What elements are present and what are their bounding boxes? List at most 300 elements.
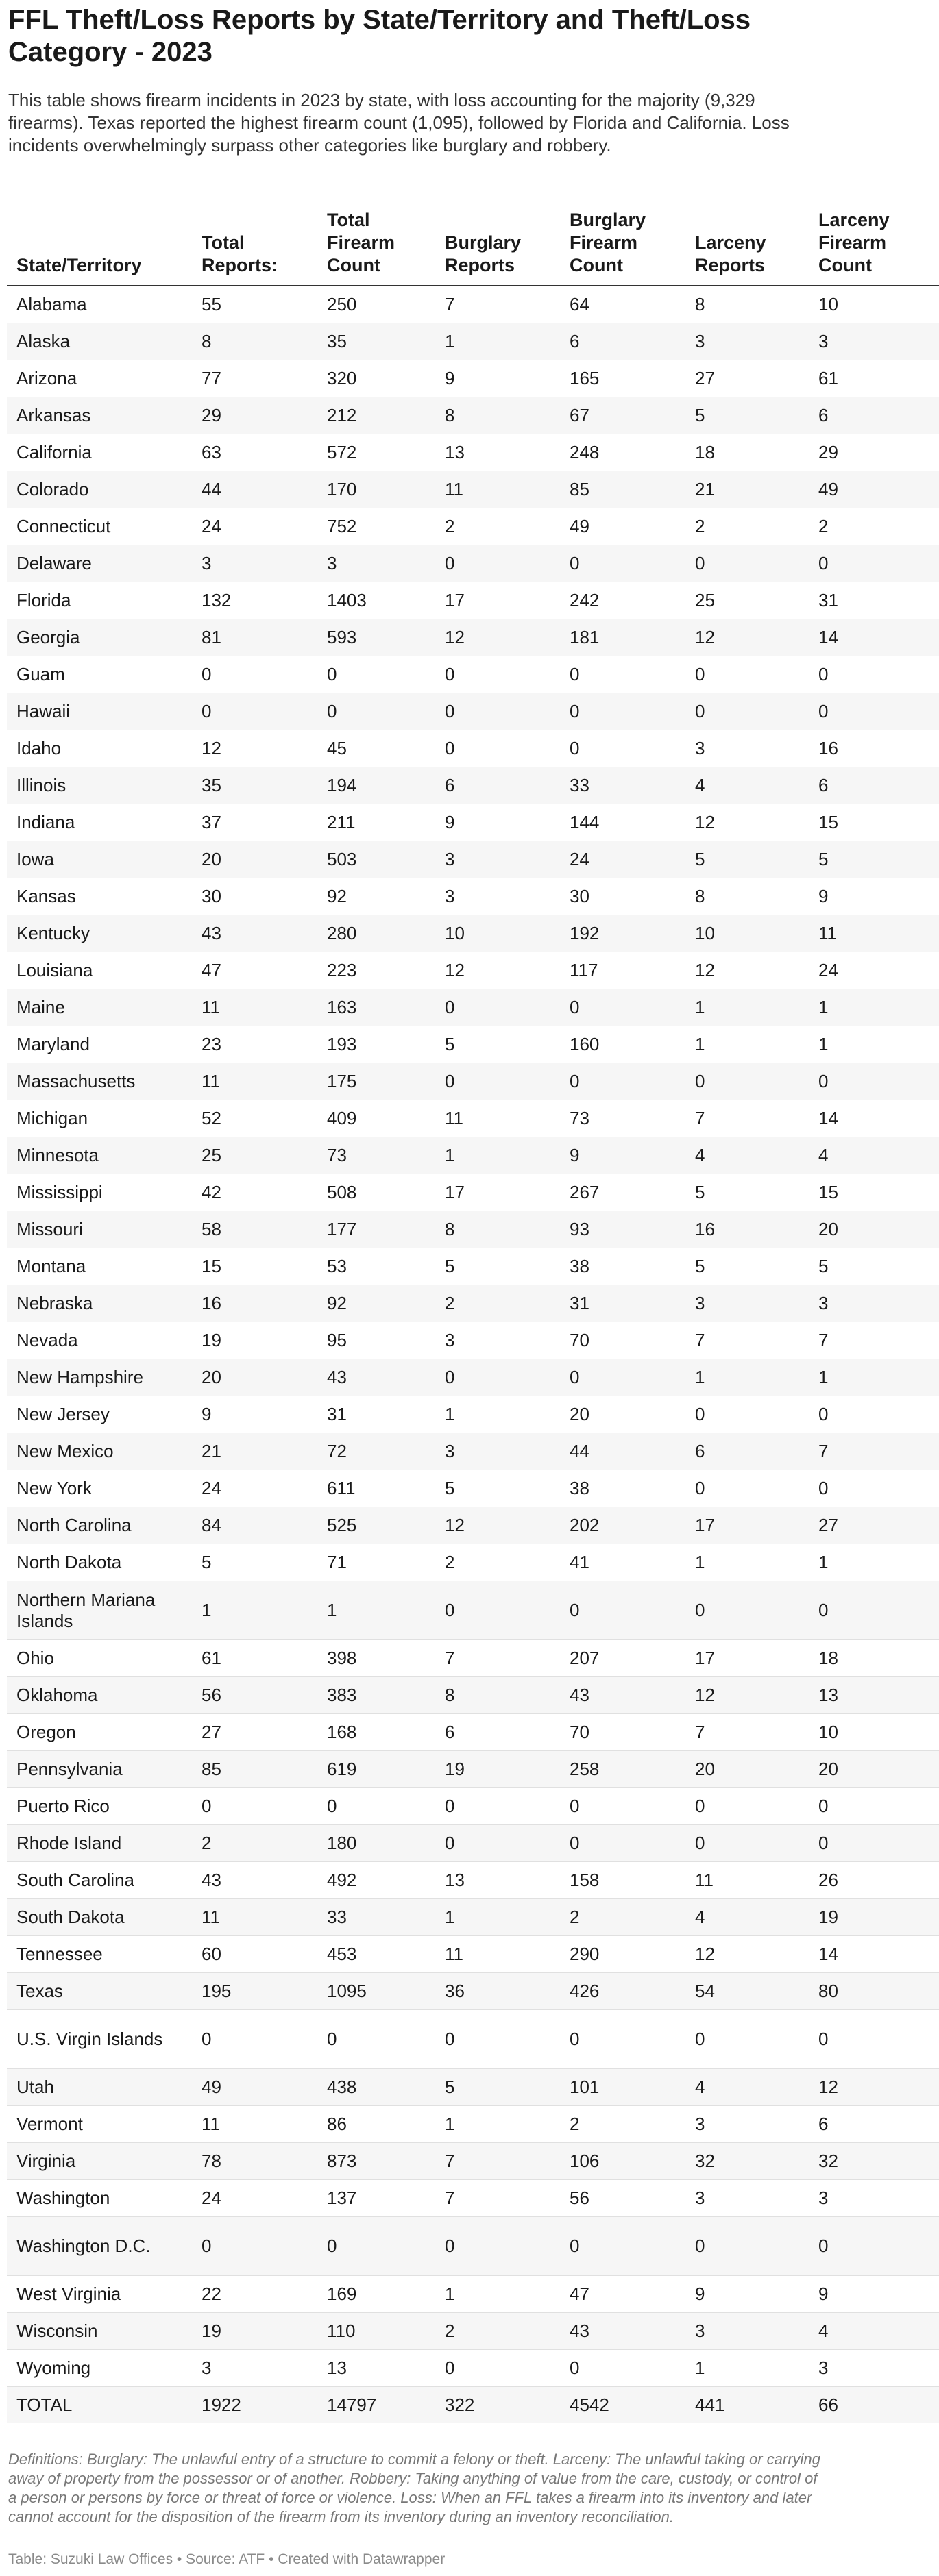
value-cell: 24 [560, 841, 685, 878]
state-cell: New Mexico [7, 1433, 192, 1470]
table-row [7, 1899, 939, 1936]
value-cell: 3 [809, 2180, 939, 2217]
value-cell: 20 [809, 1211, 939, 1248]
value-cell: 17 [685, 1640, 809, 1677]
value-cell: 194 [317, 767, 435, 804]
value-cell: 0 [192, 2217, 317, 2276]
value-cell: 49 [560, 508, 685, 545]
value-cell: 503 [317, 841, 435, 878]
value-cell: 6 [435, 1714, 560, 1751]
value-cell: 280 [317, 915, 435, 952]
value-cell: 45 [317, 730, 435, 767]
value-cell: 17 [685, 1507, 809, 1544]
table-row [7, 471, 939, 508]
value-cell: 1 [809, 1026, 939, 1063]
value-cell: 5 [435, 1248, 560, 1285]
value-cell: 49 [809, 471, 939, 508]
value-cell: 32 [809, 2143, 939, 2180]
value-cell: 77 [192, 360, 317, 397]
value-cell: 4 [809, 2313, 939, 2350]
value-cell: 43 [192, 1862, 317, 1899]
value-cell: 33 [317, 1899, 435, 1936]
state-cell: Northern Mariana Islands [7, 1581, 192, 1640]
value-cell: 1 [685, 1359, 809, 1396]
value-cell: 4 [685, 1137, 809, 1174]
value-cell: 525 [317, 1507, 435, 1544]
state-cell: Nebraska [7, 1285, 192, 1322]
state-cell: Arkansas [7, 397, 192, 434]
value-cell: 12 [435, 1507, 560, 1544]
value-cell: 158 [560, 1862, 685, 1899]
value-cell: 7 [435, 286, 560, 323]
value-cell: 8 [435, 397, 560, 434]
value-cell: 453 [317, 1936, 435, 1973]
value-cell: 177 [317, 1211, 435, 1248]
value-cell: 9 [192, 1396, 317, 1433]
value-cell: 3 [809, 2350, 939, 2387]
value-cell: 24 [192, 1470, 317, 1507]
value-cell: 37 [192, 804, 317, 841]
value-cell: 117 [560, 952, 685, 989]
table-row [7, 1581, 939, 1640]
value-cell: 44 [560, 1433, 685, 1470]
table-viewport[interactable] [0, 186, 890, 2432]
table-row [7, 1100, 939, 1137]
value-cell: 4 [685, 767, 809, 804]
value-cell: 0 [435, 1825, 560, 1862]
value-cell: 67 [560, 397, 685, 434]
value-cell: 13 [317, 2350, 435, 2387]
value-cell: 0 [685, 1063, 809, 1100]
value-cell: 211 [317, 804, 435, 841]
value-cell: 0 [809, 693, 939, 730]
value-cell: 27 [685, 360, 809, 397]
table-row [7, 2010, 939, 2069]
value-cell: 30 [560, 878, 685, 915]
state-cell: Oklahoma [7, 1677, 192, 1714]
table-row [7, 2069, 939, 2106]
column-header: Total Reports: [192, 186, 317, 286]
value-cell: 0 [435, 693, 560, 730]
value-cell: 0 [560, 2010, 685, 2069]
value-cell: 0 [560, 656, 685, 693]
value-cell: 3 [317, 545, 435, 582]
value-cell: 0 [685, 1825, 809, 1862]
value-cell: 38 [560, 1470, 685, 1507]
value-cell: 31 [317, 1396, 435, 1433]
table-row [7, 2106, 939, 2143]
value-cell: 11 [192, 1899, 317, 1936]
value-cell: 165 [560, 360, 685, 397]
value-cell: 0 [435, 656, 560, 693]
state-cell: Kentucky [7, 915, 192, 952]
table-row [7, 1973, 939, 2010]
table-header-row [7, 186, 939, 286]
table-row [7, 1470, 939, 1507]
table-row [7, 582, 939, 619]
value-cell: 44 [192, 471, 317, 508]
table-row [7, 841, 939, 878]
value-cell: 53 [317, 1248, 435, 1285]
value-cell: 0 [809, 1470, 939, 1507]
table-row [7, 1359, 939, 1396]
value-cell: 0 [560, 989, 685, 1026]
value-cell: 0 [317, 693, 435, 730]
total-row [7, 2387, 939, 2424]
value-cell: 4 [685, 1899, 809, 1936]
value-cell: 86 [317, 2106, 435, 2143]
value-cell: 0 [685, 2217, 809, 2276]
value-cell: 0 [435, 730, 560, 767]
state-cell: Montana [7, 1248, 192, 1285]
column-header: Burglary Reports [435, 186, 560, 286]
value-cell: 95 [317, 1322, 435, 1359]
value-cell: 110 [317, 2313, 435, 2350]
state-cell: Missouri [7, 1211, 192, 1248]
value-cell: 441 [685, 2387, 809, 2424]
state-cell: U.S. Virgin Islands [7, 2010, 192, 2069]
value-cell: 60 [192, 1936, 317, 1973]
value-cell: 2 [435, 1544, 560, 1581]
state-cell: Minnesota [7, 1137, 192, 1174]
table-row [7, 1174, 939, 1211]
value-cell: 0 [809, 1581, 939, 1640]
column-header: Larceny Firearm Count [809, 186, 939, 286]
value-cell: 1 [435, 2276, 560, 2313]
table-row [7, 1285, 939, 1322]
state-cell: Hawaii [7, 693, 192, 730]
value-cell: 84 [192, 1507, 317, 1544]
value-cell: 5 [809, 841, 939, 878]
value-cell: 5 [435, 1470, 560, 1507]
table-row [7, 2313, 939, 2350]
state-cell: Mississippi [7, 1174, 192, 1211]
value-cell: 18 [685, 434, 809, 471]
value-cell: 3 [685, 1285, 809, 1322]
value-cell: 223 [317, 952, 435, 989]
value-cell: 12 [685, 1936, 809, 1973]
state-cell: Wyoming [7, 2350, 192, 2387]
state-cell: Indiana [7, 804, 192, 841]
value-cell: 85 [192, 1751, 317, 1788]
table-row [7, 952, 939, 989]
value-cell: 0 [685, 1581, 809, 1640]
value-cell: 508 [317, 1174, 435, 1211]
value-cell: 409 [317, 1100, 435, 1137]
value-cell: 0 [560, 1359, 685, 1396]
value-cell: 8 [685, 878, 809, 915]
value-cell: 12 [685, 619, 809, 656]
value-cell: 81 [192, 619, 317, 656]
value-cell: 132 [192, 582, 317, 619]
value-cell: 20 [192, 1359, 317, 1396]
value-cell: 0 [685, 656, 809, 693]
value-cell: 0 [560, 1063, 685, 1100]
value-cell: 27 [192, 1714, 317, 1751]
value-cell: 9 [435, 360, 560, 397]
table-row [7, 1507, 939, 1544]
table-row [7, 1825, 939, 1862]
state-cell: Maine [7, 989, 192, 1026]
table-row [7, 1322, 939, 1359]
value-cell: 0 [317, 2010, 435, 2069]
value-cell: 24 [192, 2180, 317, 2217]
state-cell: New York [7, 1470, 192, 1507]
value-cell: 0 [435, 1359, 560, 1396]
value-cell: 13 [435, 1862, 560, 1899]
value-cell: 0 [809, 656, 939, 693]
value-cell: 11 [435, 1936, 560, 1973]
state-cell: Iowa [7, 841, 192, 878]
value-cell: 0 [317, 2217, 435, 2276]
state-cell: Illinois [7, 767, 192, 804]
value-cell: 6 [809, 397, 939, 434]
value-cell: 7 [435, 2180, 560, 2217]
value-cell: 593 [317, 619, 435, 656]
value-cell: 0 [317, 656, 435, 693]
value-cell: 43 [560, 1677, 685, 1714]
table-row [7, 693, 939, 730]
value-cell: 47 [560, 2276, 685, 2313]
column-header: Total Firearm Count [317, 186, 435, 286]
value-cell: 26 [809, 1862, 939, 1899]
value-cell: 3 [192, 2350, 317, 2387]
state-cell: Michigan [7, 1100, 192, 1137]
value-cell: 43 [317, 1359, 435, 1396]
value-cell: 6 [685, 1433, 809, 1470]
value-cell: 202 [560, 1507, 685, 1544]
value-cell: 0 [685, 545, 809, 582]
state-cell: Alabama [7, 286, 192, 323]
value-cell: 73 [560, 1100, 685, 1137]
value-cell: 29 [809, 434, 939, 471]
table-row [7, 2180, 939, 2217]
value-cell: 0 [809, 2217, 939, 2276]
value-cell: 320 [317, 360, 435, 397]
value-cell: 207 [560, 1640, 685, 1677]
table-row [7, 915, 939, 952]
theft-loss-table [7, 186, 939, 2423]
value-cell: 611 [317, 1470, 435, 1507]
value-cell: 290 [560, 1936, 685, 1973]
state-cell: Virginia [7, 2143, 192, 2180]
value-cell: 9 [685, 2276, 809, 2313]
value-cell: 0 [560, 693, 685, 730]
value-cell: 1 [809, 989, 939, 1026]
state-cell: Georgia [7, 619, 192, 656]
value-cell: 3 [435, 878, 560, 915]
value-cell: 24 [809, 952, 939, 989]
table-row [7, 545, 939, 582]
value-cell: 438 [317, 2069, 435, 2106]
state-cell: Oregon [7, 1714, 192, 1751]
value-cell: 19 [192, 1322, 317, 1359]
value-cell: 0 [435, 1063, 560, 1100]
state-cell: South Dakota [7, 1899, 192, 1936]
value-cell: 3 [685, 2106, 809, 2143]
column-header: Larceny Reports [685, 186, 809, 286]
value-cell: 0 [560, 545, 685, 582]
value-cell: 6 [809, 2106, 939, 2143]
value-cell: 30 [192, 878, 317, 915]
value-cell: 1403 [317, 582, 435, 619]
value-cell: 6 [809, 767, 939, 804]
value-cell: 7 [685, 1100, 809, 1137]
table-row [7, 397, 939, 434]
value-cell: 43 [192, 915, 317, 952]
state-cell: Tennessee [7, 1936, 192, 1973]
value-cell: 16 [809, 730, 939, 767]
value-cell: 2 [435, 1285, 560, 1322]
table-row [7, 1751, 939, 1788]
value-cell: 5 [685, 841, 809, 878]
value-cell: 2 [435, 508, 560, 545]
state-cell: Wisconsin [7, 2313, 192, 2350]
table-row [7, 323, 939, 360]
value-cell: 175 [317, 1063, 435, 1100]
table-row [7, 1063, 939, 1100]
value-cell: 0 [560, 730, 685, 767]
value-cell: 92 [317, 1285, 435, 1322]
table-row [7, 1433, 939, 1470]
table-row [7, 989, 939, 1026]
value-cell: 0 [560, 1788, 685, 1825]
table-row [7, 434, 939, 471]
state-cell: Arizona [7, 360, 192, 397]
value-cell: 0 [560, 1825, 685, 1862]
value-cell: 23 [192, 1026, 317, 1063]
value-cell: 43 [560, 2313, 685, 2350]
value-cell: 92 [317, 878, 435, 915]
value-cell: 33 [560, 767, 685, 804]
value-cell: 32 [685, 2143, 809, 2180]
state-cell: Puerto Rico [7, 1788, 192, 1825]
table-row [7, 2350, 939, 2387]
value-cell: 3 [192, 545, 317, 582]
value-cell: 873 [317, 2143, 435, 2180]
value-cell: 248 [560, 434, 685, 471]
value-cell: 3 [435, 1322, 560, 1359]
state-cell: Kansas [7, 878, 192, 915]
value-cell: 49 [192, 2069, 317, 2106]
value-cell: 1 [435, 323, 560, 360]
value-cell: 61 [809, 360, 939, 397]
value-cell: 101 [560, 2069, 685, 2106]
value-cell: 1922 [192, 2387, 317, 2424]
table-row [7, 508, 939, 545]
table-row [7, 1936, 939, 1973]
value-cell: 258 [560, 1751, 685, 1788]
value-cell: 752 [317, 508, 435, 545]
value-cell: 11 [435, 1100, 560, 1137]
value-cell: 1 [685, 2350, 809, 2387]
value-cell: 11 [192, 989, 317, 1026]
value-cell: 3 [685, 323, 809, 360]
value-cell: 14 [809, 1936, 939, 1973]
value-cell: 1 [809, 1359, 939, 1396]
value-cell: 93 [560, 1211, 685, 1248]
value-cell: 5 [192, 1544, 317, 1581]
value-cell: 195 [192, 1973, 317, 2010]
value-cell: 4 [809, 1137, 939, 1174]
table-row [7, 878, 939, 915]
state-cell: Ohio [7, 1640, 192, 1677]
state-cell: Washington D.C. [7, 2217, 192, 2276]
value-cell: 7 [809, 1433, 939, 1470]
value-cell: 398 [317, 1640, 435, 1677]
value-cell: 193 [317, 1026, 435, 1063]
state-cell: West Virginia [7, 2276, 192, 2313]
value-cell: 0 [435, 989, 560, 1026]
value-cell: 383 [317, 1677, 435, 1714]
value-cell: 4 [685, 2069, 809, 2106]
value-cell: 7 [435, 2143, 560, 2180]
value-cell: 11 [192, 1063, 317, 1100]
value-cell: 41 [560, 1544, 685, 1581]
value-cell: 0 [192, 1788, 317, 1825]
table-row [7, 360, 939, 397]
value-cell: 54 [685, 1973, 809, 2010]
table-row [7, 1640, 939, 1677]
value-cell: 0 [685, 693, 809, 730]
value-cell: 5 [685, 1174, 809, 1211]
value-cell: 0 [192, 693, 317, 730]
value-cell: 19 [192, 2313, 317, 2350]
value-cell: 29 [192, 397, 317, 434]
value-cell: 5 [809, 1248, 939, 1285]
value-cell: 7 [435, 1640, 560, 1677]
value-cell: 2 [685, 508, 809, 545]
table-row [7, 767, 939, 804]
value-cell: 6 [560, 323, 685, 360]
value-cell: 16 [685, 1211, 809, 1248]
state-cell: Rhode Island [7, 1825, 192, 1862]
table-row [7, 1544, 939, 1581]
value-cell: 0 [560, 1581, 685, 1640]
value-cell: 0 [192, 2010, 317, 2069]
state-cell: Nevada [7, 1322, 192, 1359]
value-cell: 619 [317, 1751, 435, 1788]
value-cell: 2 [435, 2313, 560, 2350]
value-cell: 9 [435, 804, 560, 841]
state-cell: Alaska [7, 323, 192, 360]
state-cell: Washington [7, 2180, 192, 2217]
value-cell: 11 [192, 2106, 317, 2143]
value-cell: 19 [809, 1899, 939, 1936]
value-cell: 12 [809, 2069, 939, 2106]
value-cell: 0 [435, 2217, 560, 2276]
value-cell: 13 [809, 1677, 939, 1714]
state-cell: Louisiana [7, 952, 192, 989]
table-row [7, 1026, 939, 1063]
value-cell: 0 [192, 656, 317, 693]
value-cell: 16 [192, 1285, 317, 1322]
value-cell: 12 [685, 952, 809, 989]
table-row [7, 2276, 939, 2313]
value-cell: 2 [560, 2106, 685, 2143]
value-cell: 12 [435, 619, 560, 656]
value-cell: 70 [560, 1714, 685, 1751]
table-row [7, 619, 939, 656]
value-cell: 2 [809, 508, 939, 545]
table-body [7, 286, 939, 2423]
table-row [7, 656, 939, 693]
value-cell: 7 [809, 1322, 939, 1359]
value-cell: 8 [685, 286, 809, 323]
state-cell: South Carolina [7, 1862, 192, 1899]
state-cell: TOTAL [7, 2387, 192, 2424]
value-cell: 19 [435, 1751, 560, 1788]
